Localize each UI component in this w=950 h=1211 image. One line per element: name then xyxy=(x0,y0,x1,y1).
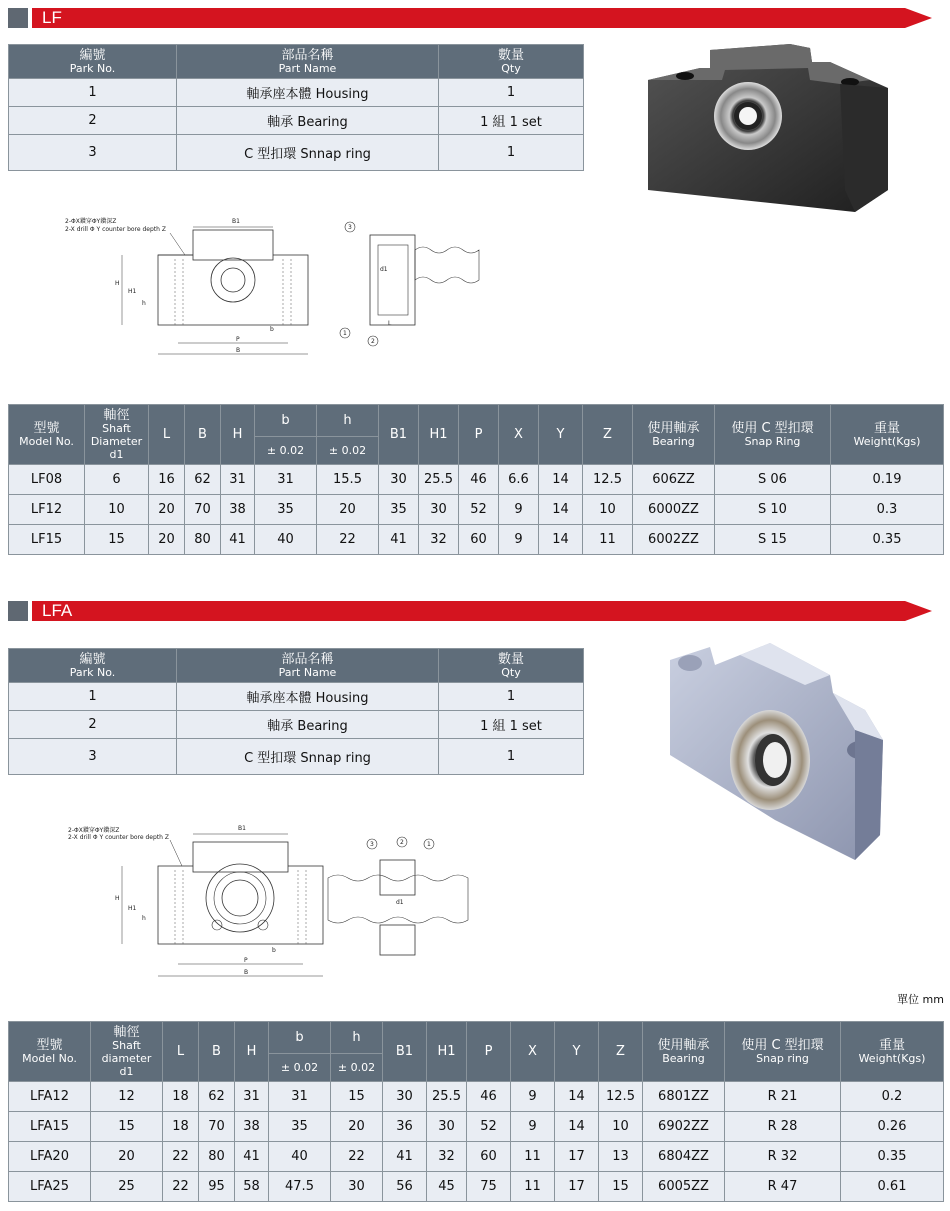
table-cell: 12.5 xyxy=(599,1082,643,1112)
table-row xyxy=(9,495,944,525)
table-cell: 52 xyxy=(459,495,499,525)
section-title-lf: LF xyxy=(42,8,62,27)
table-cell: 17 xyxy=(555,1142,599,1172)
svg-text:h: h xyxy=(142,300,146,307)
table-cell: 58 xyxy=(235,1172,269,1202)
table-cell: 18 xyxy=(163,1112,199,1142)
table-cell: 6000ZZ xyxy=(633,495,715,525)
table-cell: 11 xyxy=(583,525,633,555)
spec-rows-lfa xyxy=(9,1082,944,1202)
svg-text:h: h xyxy=(142,915,146,922)
table-cell: 6801ZZ xyxy=(643,1082,725,1112)
table-cell: 0.26 xyxy=(841,1112,944,1142)
lf-technical-drawing xyxy=(60,215,480,365)
table-cell: 14 xyxy=(539,525,583,555)
table-cell: LF12 xyxy=(9,495,85,525)
table-cell: R 28 xyxy=(725,1112,841,1142)
table-row: 2 軸承 Bearing 1 組 1 set xyxy=(9,711,584,739)
table-cell: 41 xyxy=(221,525,255,555)
table-cell: 70 xyxy=(199,1112,235,1142)
table-cell: 14 xyxy=(555,1082,599,1112)
table-cell: 10 xyxy=(583,495,633,525)
table-cell: 0.19 xyxy=(831,465,944,495)
svg-text:d1: d1 xyxy=(380,266,388,273)
table-cell: 20 xyxy=(317,495,379,525)
table-cell: 22 xyxy=(331,1142,383,1172)
table-cell: 0.61 xyxy=(841,1172,944,1202)
table-cell: 75 xyxy=(467,1172,511,1202)
svg-text:2: 2 xyxy=(371,338,375,345)
table-cell: 30 xyxy=(427,1112,467,1142)
table-cell: 38 xyxy=(221,495,255,525)
table-cell: 20 xyxy=(149,525,185,555)
table-cell: 22 xyxy=(163,1172,199,1202)
table-cell: 20 xyxy=(149,495,185,525)
table-cell: 56 xyxy=(383,1172,427,1202)
table-cell: LF08 xyxy=(9,465,85,495)
table-cell: 13 xyxy=(599,1142,643,1172)
table-cell: 47.5 xyxy=(269,1172,331,1202)
drawing-note: 2-X drill Φ Y counter bore depth Z xyxy=(68,834,169,841)
drawing-note: 2-ΦX鑽穿ΦY鑽深Z xyxy=(68,827,120,834)
table-cell: 15 xyxy=(91,1112,163,1142)
spec-table-lf: 型號 Model No. 軸徑 Shaft Diameter d1 L B H b h B1 H1 P X Y Z 使用軸承 Bearing 使用 C 型扣環 Snap Ring 重量 Weight(Kgs) ± 0.02 ± 0.02 LF08 6 16 62 31 31 15.5 30 25.5 46 6.6 14 12.5 606ZZ S 06 0.19 LF12 10 20 70 38 35 20 35 30 52 9 14 10 6000ZZ S 10 0.3 LF15 15 20 80 41 40 22 41 32 60 9 14 11 6002ZZ S 15 0.35 xyxy=(8,404,944,555)
table-cell: 10 xyxy=(599,1112,643,1142)
table-cell: LF15 xyxy=(9,525,85,555)
table-cell: 45 xyxy=(427,1172,467,1202)
table-cell: 0.3 xyxy=(831,495,944,525)
table-cell: 30 xyxy=(379,465,419,495)
table-cell: 6 xyxy=(85,465,149,495)
table-cell: 15 xyxy=(85,525,149,555)
table-cell: 15 xyxy=(599,1172,643,1202)
table-cell: 36 xyxy=(383,1112,427,1142)
parts-table-lfa: 編號 Park No. 部品名稱 Part Name 數量 Qty 1 軸承座本體 Housing 1 2 軸承 Bearing 1 組 1 set 3 C 型扣環 Snnap ring 1 xyxy=(8,648,584,775)
table-cell: LFA20 xyxy=(9,1142,91,1172)
svg-text:P: P xyxy=(244,957,248,964)
table-cell: 12.5 xyxy=(583,465,633,495)
lf-product-photo xyxy=(640,40,890,215)
table-cell: 11 xyxy=(511,1172,555,1202)
svg-text:B1: B1 xyxy=(232,218,240,225)
table-cell: 40 xyxy=(269,1142,331,1172)
table-cell: 0.35 xyxy=(841,1142,944,1172)
lfa-product-photo xyxy=(655,635,895,870)
table-cell: 18 xyxy=(163,1082,199,1112)
section-title-lfa: LFA xyxy=(42,601,73,620)
svg-text:L: L xyxy=(388,320,392,327)
table-cell: 32 xyxy=(419,525,459,555)
svg-text:3: 3 xyxy=(348,224,352,231)
table-cell: 31 xyxy=(235,1082,269,1112)
table-cell: 31 xyxy=(269,1082,331,1112)
svg-text:B: B xyxy=(236,347,241,354)
table-cell: 20 xyxy=(331,1112,383,1142)
svg-text:B: B xyxy=(244,969,249,976)
svg-text:1: 1 xyxy=(343,330,347,337)
table-cell: LFA25 xyxy=(9,1172,91,1202)
table-cell: LFA15 xyxy=(9,1112,91,1142)
section-bar-lf xyxy=(8,8,944,28)
table-cell: 6902ZZ xyxy=(643,1112,725,1142)
table-row: 1 軸承座本體 Housing 1 xyxy=(9,79,584,107)
table-row: 3 C 型扣環 Snnap ring 1 xyxy=(9,739,584,775)
table-cell: 46 xyxy=(467,1082,511,1112)
table-cell: 16 xyxy=(149,465,185,495)
table-cell: 25.5 xyxy=(427,1082,467,1112)
table-cell: 6005ZZ xyxy=(643,1172,725,1202)
table-cell: 30 xyxy=(331,1172,383,1202)
table-cell: 41 xyxy=(235,1142,269,1172)
table-cell: S 10 xyxy=(715,495,831,525)
table-cell: 9 xyxy=(499,495,539,525)
svg-text:2: 2 xyxy=(400,839,404,846)
table-cell: 62 xyxy=(199,1082,235,1112)
svg-text:H: H xyxy=(115,895,120,902)
table-cell: 0.35 xyxy=(831,525,944,555)
table-cell: 62 xyxy=(185,465,221,495)
table-cell: 25 xyxy=(91,1172,163,1202)
table-cell: 14 xyxy=(539,495,583,525)
svg-text:3: 3 xyxy=(370,841,374,848)
table-cell: 22 xyxy=(163,1142,199,1172)
table-row xyxy=(9,1142,944,1172)
unit-label: 單位 mm xyxy=(897,993,944,1006)
svg-text:P: P xyxy=(236,336,240,343)
table-cell: 30 xyxy=(419,495,459,525)
table-cell: 6804ZZ xyxy=(643,1142,725,1172)
table-row: 3 C 型扣環 Snnap ring 1 xyxy=(9,135,584,171)
section-bar-lfa xyxy=(8,601,944,621)
svg-text:B1: B1 xyxy=(238,825,246,832)
table-cell: 31 xyxy=(255,465,317,495)
table-cell: 10 xyxy=(85,495,149,525)
table-cell: 31 xyxy=(221,465,255,495)
table-cell: 14 xyxy=(539,465,583,495)
table-row xyxy=(9,1112,944,1142)
svg-text:b: b xyxy=(270,326,274,333)
table-cell: 15 xyxy=(331,1082,383,1112)
svg-text:b: b xyxy=(272,947,276,954)
table-cell: 20 xyxy=(91,1142,163,1172)
table-cell: 12 xyxy=(91,1082,163,1112)
table-cell: 9 xyxy=(499,525,539,555)
table-cell: 9 xyxy=(511,1082,555,1112)
table-cell: 0.2 xyxy=(841,1082,944,1112)
table-cell: 35 xyxy=(269,1112,331,1142)
parts-table-lf: 編號 Park No. 部品名稱 Part Name 數量 Qty 1 軸承座本體 Housing 1 2 軸承 Bearing 1 組 1 set 3 C 型扣環 Snnap ring 1 xyxy=(8,44,584,171)
drawing-note: 2-ΦX鑽穿ΦY鑽深Z xyxy=(65,218,117,225)
table-cell: 15.5 xyxy=(317,465,379,495)
table-cell: 35 xyxy=(379,495,419,525)
svg-text:H: H xyxy=(115,280,120,287)
table-cell: 35 xyxy=(255,495,317,525)
table-row xyxy=(9,525,944,555)
table-cell: 11 xyxy=(511,1142,555,1172)
table-cell: 32 xyxy=(427,1142,467,1172)
drawing-note: 2-X drill Φ Y counter bore depth Z xyxy=(65,226,166,233)
table-cell: R 32 xyxy=(725,1142,841,1172)
table-cell: 14 xyxy=(555,1112,599,1142)
table-cell: 25.5 xyxy=(419,465,459,495)
table-row xyxy=(9,1172,944,1202)
table-cell: 41 xyxy=(383,1142,427,1172)
table-cell: 22 xyxy=(317,525,379,555)
table-cell: 60 xyxy=(467,1142,511,1172)
table-cell: S 15 xyxy=(715,525,831,555)
table-row: 1 軸承座本體 Housing 1 xyxy=(9,683,584,711)
table-cell: 38 xyxy=(235,1112,269,1142)
spec-table-lfa: 型號 Model No. 軸徑 Shaft diameter d1 L B H b h B1 H1 P X Y Z 使用軸承 Bearing 使用 C 型扣環 Snap ring 重量 Weight(Kgs) ± 0.02 ± 0.02 LFA12 12 18 62 31 31 15 30 25.5 46 9 14 12.5 6801ZZ R 21 0.2 LFA15 15 18 70 38 35 20 36 30 52 9 14 10 6902ZZ R 28 0.26 LFA20 20 22 80 41 40 22 41 32 60 11 17 13 6804ZZ R 32 0.35 LFA25 25 22 95 58 47.5 30 56 45 75 11 17 15 6005ZZ R 47 0.61 xyxy=(8,1021,944,1202)
table-cell: 80 xyxy=(185,525,221,555)
table-cell: 6.6 xyxy=(499,465,539,495)
table-cell: 30 xyxy=(383,1082,427,1112)
table-cell: 95 xyxy=(199,1172,235,1202)
svg-text:H1: H1 xyxy=(128,905,137,912)
table-row xyxy=(9,1082,944,1112)
svg-text:1: 1 xyxy=(427,841,431,848)
table-cell: R 47 xyxy=(725,1172,841,1202)
spec-rows-lf xyxy=(9,465,944,555)
table-cell: 70 xyxy=(185,495,221,525)
table-cell: R 21 xyxy=(725,1082,841,1112)
table-cell: 6002ZZ xyxy=(633,525,715,555)
table-cell: 46 xyxy=(459,465,499,495)
table-cell: 41 xyxy=(379,525,419,555)
table-cell: 52 xyxy=(467,1112,511,1142)
table-cell: S 06 xyxy=(715,465,831,495)
table-cell: LFA12 xyxy=(9,1082,91,1112)
table-cell: 40 xyxy=(255,525,317,555)
table-cell: 9 xyxy=(511,1112,555,1142)
table-cell: 60 xyxy=(459,525,499,555)
table-row: 2 軸承 Bearing 1 組 1 set xyxy=(9,107,584,135)
lfa-technical-drawing xyxy=(60,820,480,985)
svg-text:d1: d1 xyxy=(396,899,404,906)
table-cell: 17 xyxy=(555,1172,599,1202)
table-cell: 80 xyxy=(199,1142,235,1172)
table-row xyxy=(9,465,944,495)
svg-text:H1: H1 xyxy=(128,288,137,295)
table-cell: 606ZZ xyxy=(633,465,715,495)
